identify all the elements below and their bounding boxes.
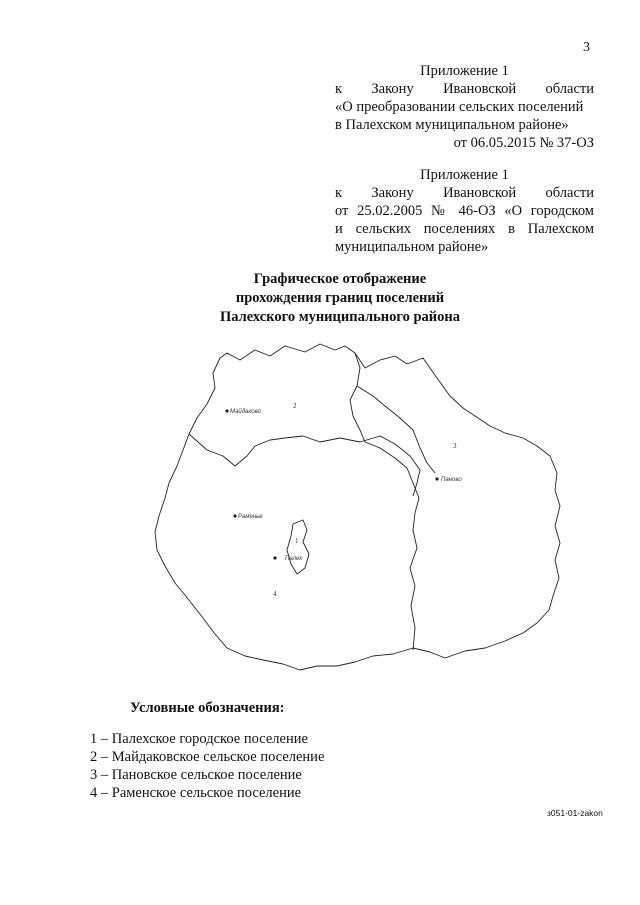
annex-line: к Закону Ивановской области <box>335 81 594 97</box>
region-number-3: 3 <box>453 442 457 450</box>
district-outer-boundary <box>155 344 560 670</box>
place-label-panovo: Паново <box>441 477 462 483</box>
place-label-palekh: Палех <box>285 556 303 562</box>
document-code: з051-01-zakon <box>547 808 603 818</box>
legend-list <box>90 730 324 802</box>
title-line: Графическое отображение <box>253 271 427 287</box>
annex-heading: Приложение 1 <box>420 167 509 183</box>
boundary-2-4 <box>189 434 420 496</box>
settlement-dot-icon <box>435 477 438 480</box>
annex-heading: Приложение 1 <box>420 63 509 79</box>
annex-line: от 06.05.2015 № 37-ОЗ <box>453 135 594 151</box>
place-label-ramenye: Раменье <box>238 514 263 520</box>
annex-line: муниципальном районе» <box>335 239 489 255</box>
title-line: прохождения границ поселений <box>235 290 445 306</box>
place-label-maydakovo: Майдаково <box>230 409 261 415</box>
settlement-dot-icon <box>233 514 236 517</box>
region-number-2: 2 <box>293 402 297 410</box>
boundary-3-west <box>350 353 419 650</box>
settlement-dot-icon <box>225 409 228 412</box>
district-boundary-map <box>145 338 585 688</box>
annex-line: от 25.02.2005 № 46-ОЗ «О городском <box>335 203 594 219</box>
legend-title: Условные обозначения: <box>130 700 285 716</box>
page-number: 3 <box>583 40 590 55</box>
legend-item: 1 – Палехское городское поселение <box>90 731 308 747</box>
annex-line: в Палехском муниципальном районе» <box>335 117 569 133</box>
annex-line: «О преобразовании сельских поселений <box>335 99 584 115</box>
annex-line: к Закону Ивановской области <box>335 185 594 201</box>
boundary-palekh-town <box>287 520 309 574</box>
title-line: Палехского муниципального района <box>219 309 461 325</box>
document-title <box>150 270 530 327</box>
annex-line: и сельских поселениях в Палехском <box>335 221 594 237</box>
annex-block-new <box>335 62 594 152</box>
annex-block-old <box>335 166 594 256</box>
region-number-1: 1 <box>295 537 299 545</box>
region-number-4: 4 <box>273 590 277 598</box>
boundary-2-3 <box>357 386 435 473</box>
legend-item: 2 – Майдаковское сельское поселение <box>90 749 325 765</box>
legend-item: 3 – Пановское сельское поселение <box>90 767 302 783</box>
settlement-dot-icon <box>273 556 276 559</box>
legend-item: 4 – Раменское сельское поселение <box>90 785 302 801</box>
